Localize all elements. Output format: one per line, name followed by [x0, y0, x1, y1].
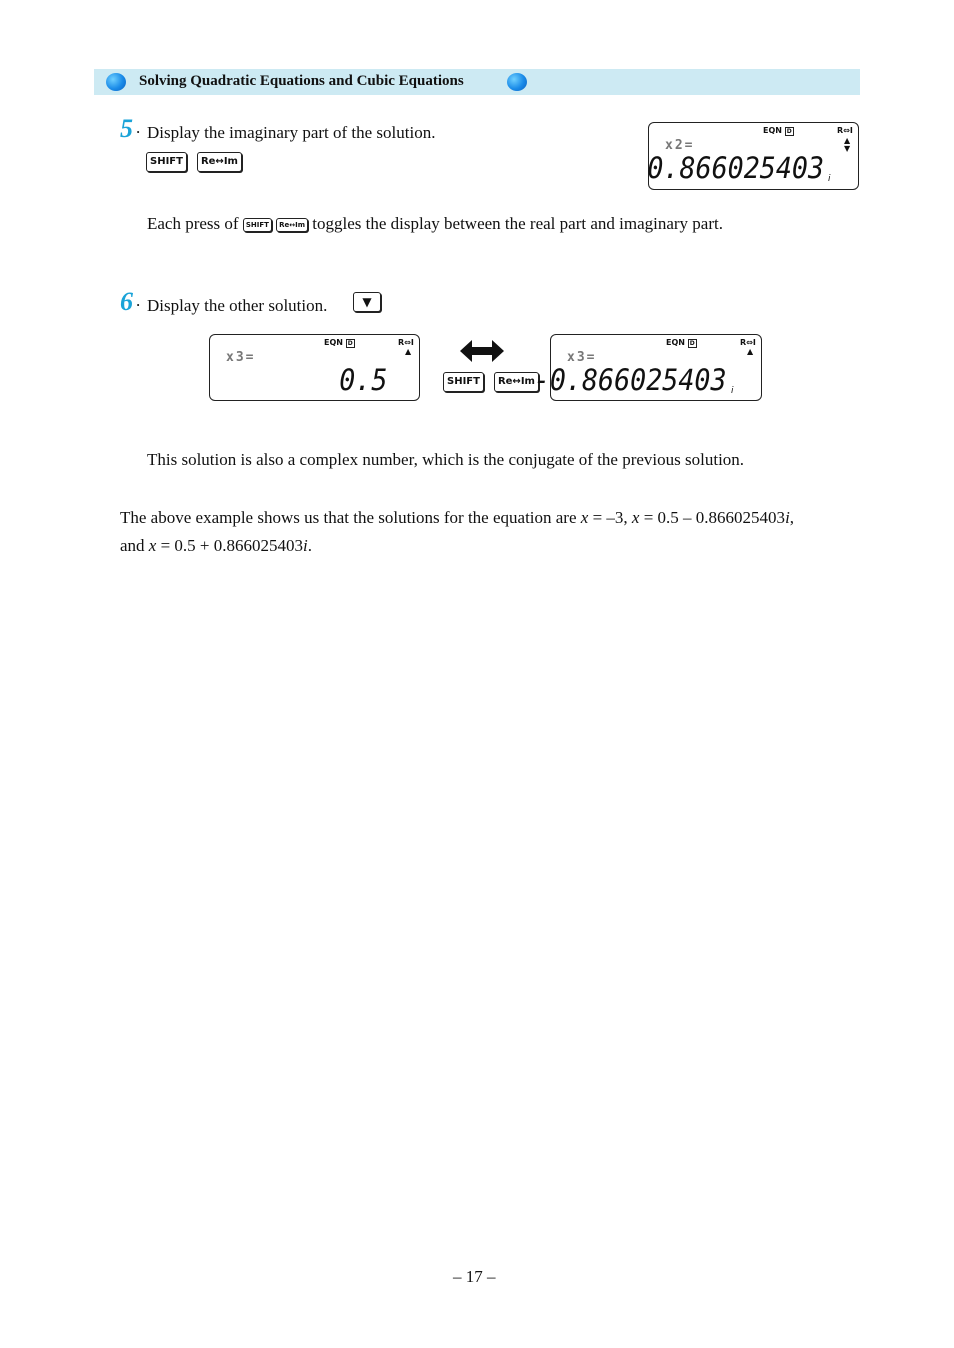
up-arrow-icon: ▲	[747, 347, 754, 356]
display-value: 0.866025403	[647, 151, 824, 185]
section-bullet-icon	[507, 73, 527, 91]
shift-key: SHIFT	[146, 152, 187, 172]
double-arrow-icon	[458, 337, 506, 365]
display-variable: x2=	[665, 138, 695, 153]
shift-key: SHIFT	[443, 372, 484, 392]
calculator-display-step6-imag	[534, 334, 762, 401]
step-5-dot: .	[136, 118, 141, 137]
re-im-indicator: R⇔I	[398, 338, 414, 347]
shift-key: SHIFT	[243, 218, 272, 232]
degree-indicator: D	[786, 128, 792, 135]
step-6-text: Display the other solution.	[147, 296, 328, 315]
up-arrow-icon: ▲	[405, 347, 412, 356]
eqn-indicator: EQN	[763, 126, 782, 135]
display-variable: x3=	[226, 350, 256, 365]
step-6-note: This solution is also a complex number, which is the conjugate of the previous solution.	[147, 450, 745, 469]
toggle-keys	[443, 372, 539, 392]
imaginary-indicator: i	[828, 174, 831, 184]
section-title: Solving Quadratic Equations and Cubic Equations	[139, 73, 464, 89]
degree-indicator: D	[347, 340, 353, 347]
imaginary-indicator: i	[731, 386, 734, 396]
summary-line-2: and x = 0.5 + 0.866025403i.	[120, 536, 313, 555]
summary-line-1: The above example shows us that the solutions for the equation are x = –3, x = 0.5 – 0.866025403i,	[120, 508, 795, 527]
step-5-text: Display the imaginary part of the solution.	[147, 123, 436, 142]
display-value: -0.866025403	[534, 363, 727, 397]
re-im-key: Re↔Im	[494, 372, 539, 392]
step-6-number: 6	[120, 287, 133, 316]
re-im-indicator: R⇔I	[740, 338, 756, 347]
up-down-arrow-icon: ▲ ▼	[844, 136, 851, 153]
re-im-key: Re↔Im	[276, 218, 308, 232]
step-5-note: Each press of SHIFT Re↔Im toggles the display between the real part and imaginary part.	[147, 214, 723, 233]
page-number: – 17 –	[453, 1267, 496, 1286]
step-5-number: 5	[120, 114, 133, 143]
eqn-indicator: EQN	[666, 338, 685, 347]
display-variable: x3=	[567, 350, 597, 365]
calculator-display-step5	[648, 122, 859, 190]
calculator-display-step6-real	[209, 334, 420, 401]
step-5-keys	[146, 152, 242, 172]
down-key: ▼	[353, 292, 381, 312]
re-im-indicator: R⇔I	[837, 126, 853, 135]
degree-indicator: D	[689, 340, 695, 347]
eqn-indicator: EQN	[324, 338, 343, 347]
display-value: 0.5	[338, 363, 387, 397]
section-bullet-icon	[106, 73, 126, 91]
re-im-key: Re↔Im	[197, 152, 242, 172]
step-6-dot: .	[136, 291, 141, 310]
